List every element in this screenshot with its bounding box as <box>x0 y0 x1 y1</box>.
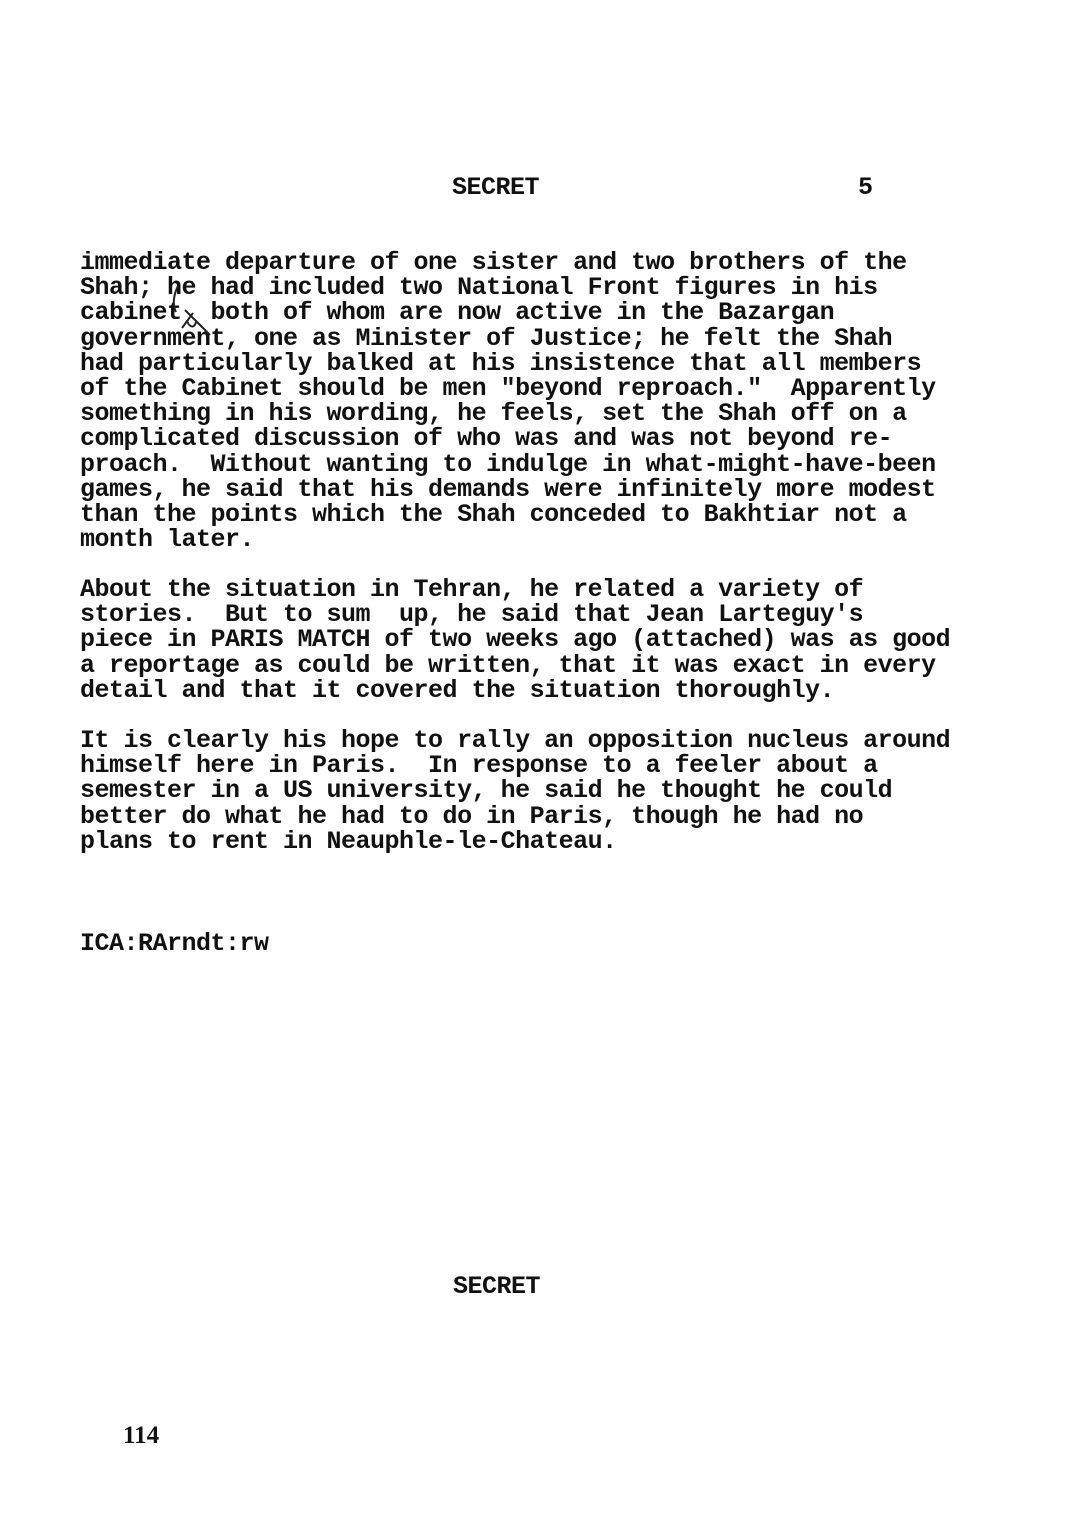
text-line: something in his wording, he feels, set the Shah off on a <box>80 399 907 429</box>
text-line: Shah; he had included two National Front figures in his <box>80 273 878 303</box>
page-number: 5 <box>858 173 873 202</box>
text-line: himself here in Paris. In response to a feeler about a <box>80 751 878 781</box>
typist-initials: ICA:RArndt:rw <box>80 929 269 958</box>
text-line: games, he said that his demands were infinitely more modest <box>80 474 936 504</box>
text-line: plans to rent in Neauphle-le-Chateau. <box>80 826 617 856</box>
folio-number: 114 <box>123 1422 160 1449</box>
text-line: semester in a US university, he said he thought he could <box>80 776 893 806</box>
text-line: immediate departure of one sister and two brothers of the <box>80 248 907 277</box>
text-line: About the situation in Tehran, he related a variety of <box>80 575 864 604</box>
text-line: than the points which the Shah conceded to Bakhtiar not a <box>80 500 907 530</box>
paragraph-2 <box>80 577 950 703</box>
text-line: proach. Without wanting to indulge in what-might-have-been <box>80 449 936 479</box>
text-line: piece in PARIS MATCH of two weeks ago (attached) was as good <box>80 625 951 655</box>
text-line: had particularly balked at his insistence that all members <box>80 348 922 378</box>
text-line: month later. <box>80 525 255 555</box>
text-line: cabinet both of whom are now active in the Bazargan <box>80 298 835 328</box>
text-line: complicated discussion of who was and was not beyond re- <box>80 424 893 454</box>
text-line: detail and that it covered the situation thoroughly. <box>80 675 835 705</box>
text-line: of the Cabinet should be men "beyond reproach." Apparently <box>80 374 936 404</box>
text-line: better do what he had to do in Paris, though he had no <box>80 801 864 831</box>
paragraph-1 <box>80 248 936 555</box>
text-line: stories. But to sum up, he said that Jean Larteguy's <box>80 600 864 630</box>
text-line: government, one as Minister of Justice; he felt the Shah <box>80 323 893 353</box>
footer-classification: SECRET <box>453 1272 541 1301</box>
header-classification: SECRET <box>452 173 540 202</box>
text-line: a reportage as could be written, that it was exact in every <box>80 650 936 680</box>
text-line: It is clearly his hope to rally an opposition nucleus around <box>80 726 951 755</box>
paragraph-3 <box>80 728 950 854</box>
